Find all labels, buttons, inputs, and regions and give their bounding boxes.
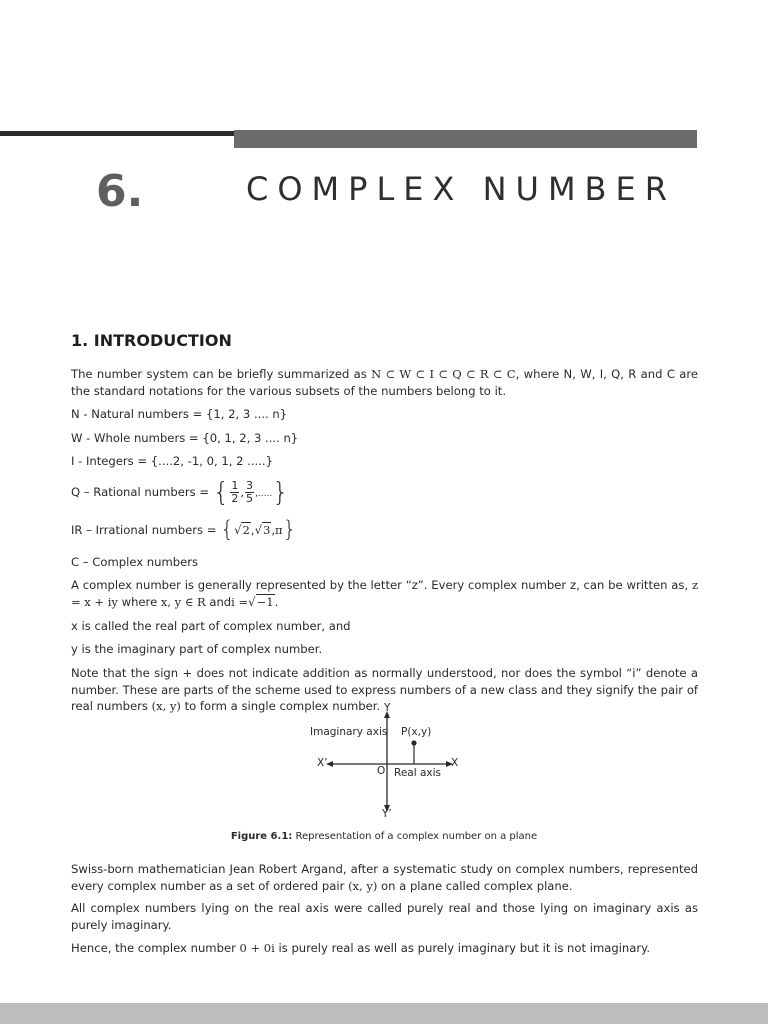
rational-tail: ,..... xyxy=(255,489,273,499)
note-text-b: to form a single complex number. xyxy=(184,699,381,713)
left-brace: { xyxy=(212,477,230,508)
representation-paragraph xyxy=(71,577,698,610)
fraction-three-fifths xyxy=(245,480,254,505)
radicand: −1 xyxy=(256,594,274,609)
right-brace: } xyxy=(272,477,289,508)
formula-z: z = x + iy xyxy=(71,578,698,609)
domain-xy: x, y ∈ R xyxy=(160,594,206,609)
imaginary-axis-label: Imaginary axis xyxy=(310,726,388,738)
note-text-a: Note that the sign + does not indicate addition as normally understood, nor does the symbol “i” denote a number. These are parts of the scheme used to express numbers of a new class and they signify the pair of real numbers xyxy=(71,666,698,713)
sqrt-three: √3 xyxy=(254,523,271,537)
x-axis-label: X xyxy=(451,757,459,769)
figure-caption xyxy=(0,831,768,842)
fraction-denominator: 5 xyxy=(246,492,254,505)
period: . xyxy=(274,594,279,609)
expr-zero: 0 + 0i xyxy=(239,941,275,955)
pi-symbol: π xyxy=(275,523,283,537)
real-part-line: x is called the real part of complex number, and xyxy=(71,619,351,633)
integers-line: I - Integers = {....2, -1, 0, 1, 2 .....} xyxy=(71,454,273,468)
argand-text-a: Swiss-born mathematician Jean Robert Argand, after a systematic study on complex numbers, represented every complex number as a set of ordered pair xyxy=(71,862,698,893)
y-prime-label: Y’ xyxy=(382,808,392,820)
hence-text-a: Hence, the complex number xyxy=(71,941,236,955)
and-word: and xyxy=(209,594,232,609)
caption-text: Representation of a complex number on a plane xyxy=(295,831,538,842)
sqrt-two: √2 xyxy=(234,523,250,537)
header-rule-dark xyxy=(0,131,234,136)
irrational-label: IR – Irrational numbers = xyxy=(71,523,217,537)
point-p-marker xyxy=(411,740,416,745)
imaginary-part-line: y is the imaginary part of complex number. xyxy=(71,642,323,656)
where-word: where xyxy=(121,594,158,609)
rational-numbers-line: Q – Rational numbers = { $\frac{1}{2}$ , $\frac{3}{5}$ ,.....} xyxy=(71,477,289,508)
irrational-numbers-line: IR – Irrational numbers = {√2,√3,π} xyxy=(71,517,297,543)
fraction-numerator: 3 xyxy=(246,479,254,492)
left-brace: { xyxy=(220,517,235,543)
point-p-label: P(x,y) xyxy=(401,726,432,738)
hence-paragraph xyxy=(71,940,698,957)
y-axis-label: Y xyxy=(384,702,391,714)
header-rule-gray xyxy=(234,130,697,148)
footer-bar xyxy=(0,1003,768,1024)
pair-xy: (x, y) xyxy=(151,699,181,713)
x-prime-label: X’ xyxy=(317,757,328,769)
chapter-number: 6. xyxy=(96,166,144,217)
natural-numbers-line: N - Natural numbers = {1, 2, 3 .... n} xyxy=(71,407,288,421)
sqrt-minus-one: √−1 xyxy=(248,594,274,609)
intro-text-b: , where N, W, I, Q, R and C are the standard notations for the various subsets of the numbers belong to it. xyxy=(71,367,698,398)
hence-text-b: is purely real as well as purely imaginary but it is not imaginary. xyxy=(278,941,651,955)
origin-label: O xyxy=(377,765,386,777)
fraction-one-half xyxy=(230,480,239,505)
i-definition: i = xyxy=(231,594,249,609)
chapter-title: COMPLEX NUMBER xyxy=(246,170,676,208)
purely-paragraph: All complex numbers lying on the real axis were called purely real and those lying on imaginary axis as purely imaginary. xyxy=(71,901,698,932)
intro-paragraph xyxy=(71,366,698,399)
representation-text: A complex number is generally represented by the letter “z”. Every complex number z, can be written as, xyxy=(71,578,689,592)
fraction-numerator: 1 xyxy=(231,479,239,492)
complex-numbers-line: C – Complex numbers xyxy=(71,555,199,569)
radicand: 2 xyxy=(242,523,250,537)
right-brace: } xyxy=(282,517,297,543)
fraction-denominator: 2 xyxy=(231,492,239,505)
whole-numbers-line: W - Whole numbers = {0, 1, 2, 3 .... n} xyxy=(71,431,299,445)
complex-plane-figure xyxy=(300,702,470,822)
subset-chain: N ⊂ W ⊂ I ⊂ Q ⊂ R ⊂ C xyxy=(371,367,516,381)
section-heading: 1. INTRODUCTION xyxy=(71,331,232,350)
argand-paragraph xyxy=(71,861,698,894)
real-axis-label: Real axis xyxy=(394,767,442,779)
rational-label: Q – Rational numbers = xyxy=(71,485,210,499)
intro-text-a: The number system can be briefly summarized as xyxy=(71,367,367,381)
caption-number: Figure 6.1: xyxy=(230,831,293,842)
radicand: 3 xyxy=(262,523,271,537)
argand-text-b: on a plane called complex plane. xyxy=(381,878,573,893)
pair-xy-argand: (x, y) xyxy=(348,878,378,893)
